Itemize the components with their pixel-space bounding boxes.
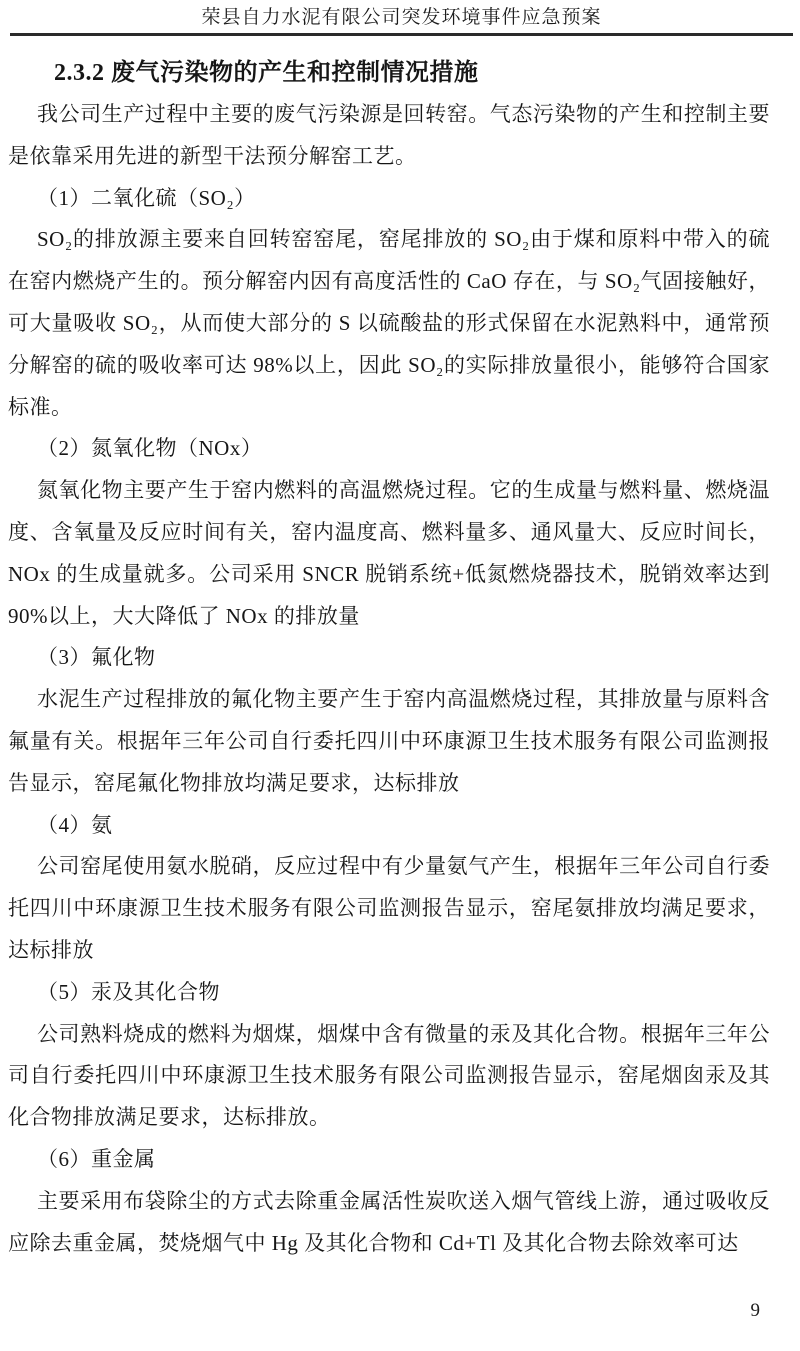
list-item-heading: （6）重金属 xyxy=(37,1146,156,1171)
body-paragraph: 水泥生产过程排放的氟化物主要产生于窑内高温燃烧过程，其排放量与原料含氟量有关。根据年三年公司自行委托四川中环康源卫生技术服务有限公司监测报告显示，窑尾氟化物排放均满足要求，达标排放 xyxy=(8,687,770,795)
list-item-heading: （2）氮氧化物（NOx） xyxy=(37,436,263,461)
body-paragraph: 公司窑尾使用氨水脱硝，反应过程中有少量氨气产生，根据年三年公司自行委托四川中环康源卫生技术服务有限公司监测报告显示，窑尾氨排放均满足要求，达标排放 xyxy=(8,854,770,962)
list-item-heading: （1）二氧化硫（SO₂） xyxy=(37,185,256,210)
header-title: 荣县自力水泥有限公司突发环境事件应急预案 xyxy=(201,7,602,28)
list-item-heading: （5）汞及其化合物 xyxy=(37,979,220,1004)
page-header xyxy=(10,0,793,36)
body-paragraph: 氮氧化物主要产生于窑内燃料的高温燃烧过程。它的生成量与燃料量、燃烧温度、含氧量及反应时间有关，窑内温度高、燃料量多、通风量大、反应时间长，NOx 的生成量就多。公司采用 SNCR 脱销系统+低氮燃烧器技术，脱销效率达到 90%以上，大大降低了 NOx 的排放量 xyxy=(8,478,770,628)
page-number: 9 xyxy=(750,1300,760,1321)
list-item-heading: （4）氨 xyxy=(37,812,113,837)
body-paragraph: 公司熟料烧成的燃料为烟煤，烟煤中含有微量的汞及其化合物。根据年三年公司自行委托四川中环康源卫生技术服务有限公司监测报告显示，窑尾烟囱汞及其化合物排放满足要求，达标排放。 xyxy=(8,1021,770,1130)
body-paragraph: SO₂的排放源主要来自回转窑窑尾，窑尾排放的 SO₂由于煤和原料中带入的硫在窑内燃烧产生的。预分解窑内因有高度活性的 CaO 存在，与 SO₂气固接触好，可大量吸收 SO₂，从而使大部分的 S 以硫酸盐的形式保留在水泥熟料中，通常预分解窑的硫的吸收率可达 98%以上，因此 SO₂的实际排放量很小，能够符合国家标准。 xyxy=(8,227,770,419)
section-heading: 2.3.2 废气污染物的产生和控制情况措施 xyxy=(54,60,479,86)
body-paragraph: 主要采用布袋除尘的方式去除重金属活性炭吹送入烟气管线上游，通过吸收反应除去重金属，焚烧烟气中 Hg 及其化合物和 Cd+Tl 及其化合物去除效率可达 xyxy=(8,1188,770,1255)
document-body xyxy=(8,52,770,1264)
list-item-heading: （3）氟化物 xyxy=(37,645,156,670)
body-paragraph: 我公司生产过程中主要的废气污染源是回转窑。气态污染物的产生和控制主要是依靠采用先进的新型干法预分解窑工艺。 xyxy=(8,102,770,168)
